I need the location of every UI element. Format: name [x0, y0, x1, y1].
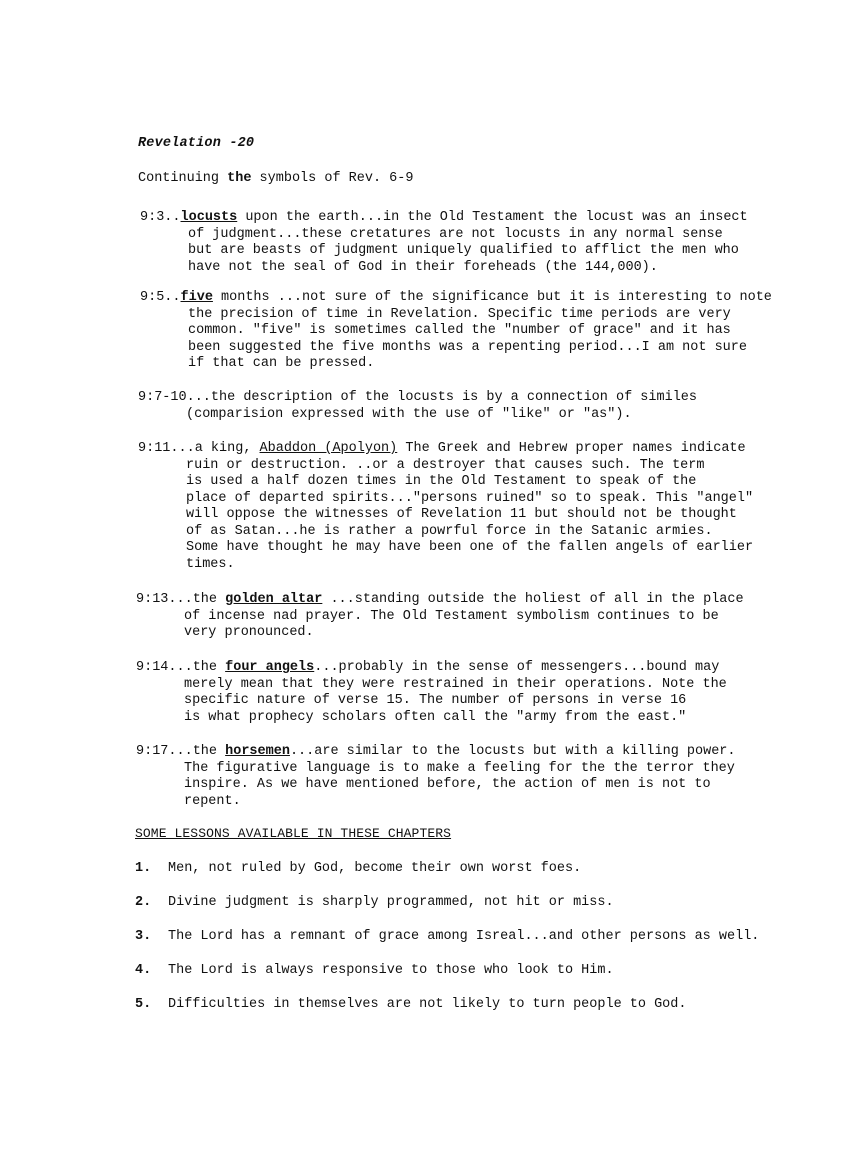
entry-ref: 9:13...the — [136, 592, 226, 607]
lesson-text: Divine judgment is sharply programmed, not hit or miss. — [168, 895, 614, 910]
entry-key-term: horsemen — [225, 744, 290, 759]
entry-first-line — [140, 290, 772, 307]
entry-line: merely mean that they were restrained in their operations. Note the — [184, 676, 727, 692]
entry-text: ...probably in the sense of messengers...bound may — [314, 660, 720, 675]
intro-bold: the — [227, 171, 252, 186]
entry-first-line — [138, 390, 697, 407]
entry-text: ...standing outside the holiest of all in the place — [322, 592, 744, 607]
entry-line: Some have thought he may have been one of the fallen angels of earlier — [186, 540, 754, 555]
entry-text: ...are similar to the locusts but with a killing power. — [289, 744, 736, 759]
entry-first-line — [136, 592, 744, 609]
entry-key-term: four angels — [225, 660, 315, 675]
entry-line: common. "five" is sometimes called the "number of grace" and it has — [188, 323, 731, 338]
entry-ref: 9:5.. — [140, 290, 181, 305]
entry-line: very pronounced. — [184, 625, 314, 640]
entry-text: the description of the locusts is by a connection of similes — [210, 390, 698, 405]
entry-9-13 — [136, 592, 744, 642]
entry-text: months ...not sure of the significance but it is interesting to note — [212, 290, 772, 305]
entry-9-7-10 — [138, 390, 697, 423]
lesson-number: 3. — [135, 929, 152, 944]
entry-line: have not the seal of God in their foreheads (the 144,000). — [188, 259, 658, 275]
entry-line: of incense nad prayer. The Old Testament symbolism continues to be — [184, 608, 719, 624]
lesson-item — [135, 929, 759, 944]
entry-9-14 — [136, 660, 727, 726]
entry-ref: 9:14...the — [136, 660, 226, 675]
lesson-item — [135, 997, 686, 1012]
entry-first-line — [136, 744, 736, 761]
intro-pre: Continuing — [138, 171, 228, 186]
intro-line — [138, 171, 413, 186]
entry-ref: 9:11...a king, — [138, 441, 260, 456]
entry-ref: 9:3.. — [140, 210, 181, 225]
entry-text: The Greek and Hebrew proper names indicate — [397, 441, 746, 456]
entry-line: but are beasts of judgment uniquely qualified to afflict the men who — [188, 243, 739, 258]
entry-line: (comparision expressed with the use of "like" or "as"). — [186, 406, 632, 422]
entry-line: repent. — [184, 793, 241, 809]
entry-9-17 — [136, 744, 736, 810]
lesson-number: 2. — [135, 895, 152, 910]
lesson-item — [135, 895, 614, 910]
page-title: Revelation -20 — [138, 136, 255, 151]
lesson-text: The Lord is always responsive to those who look to Him. — [168, 963, 614, 978]
entry-line: of as Satan...he is rather a powrful force in the Satanic armies. — [186, 523, 713, 539]
lesson-number: 1. — [135, 861, 152, 876]
lesson-text: Difficulties in themselves are not likely to turn people to God. — [168, 997, 687, 1012]
entry-ref: 9:7-10... — [138, 390, 211, 405]
entry-line: specific nature of verse 15. The number of persons in verse 16 — [184, 693, 687, 708]
lessons-heading: SOME LESSONS AVAILABLE IN THESE CHAPTERS — [135, 826, 452, 841]
entry-line: of judgment...these cretatures are not locusts in any normal sense — [188, 226, 723, 242]
entry-line: The figurative language is to make a feeling for the the terror they — [184, 760, 735, 776]
entry-line: inspire. As we have mentioned before, the action of men is not to — [184, 777, 711, 792]
lesson-text: Men, not ruled by God, become their own worst foes. — [168, 861, 582, 876]
lesson-item — [135, 963, 614, 978]
entry-line: ruin or destruction. ..or a destroyer that causes such. The term — [186, 457, 705, 473]
lesson-number: 5. — [135, 997, 152, 1012]
lesson-text: The Lord has a remnant of grace among Isreal...and other persons as well. — [168, 929, 760, 944]
entry-line: is used a half dozen times in the Old Testament to speak of the — [186, 474, 697, 489]
entry-line: will oppose the witnesses of Revelation 11 but should not be thought — [186, 507, 737, 522]
entry-line: if that can be pressed. — [188, 356, 375, 371]
entry-first-line — [136, 660, 727, 677]
entry-line: times. — [186, 556, 235, 572]
entry-key-term: Abaddon (Apolyon) — [259, 441, 398, 456]
entry-line: been suggested the five months was a repenting period...I am not sure — [188, 339, 747, 355]
entry-line: is what prophecy scholars often call the "army from the east." — [184, 709, 687, 725]
entry-first-line — [140, 210, 748, 227]
entry-line: the precision of time in Revelation. Specific time periods are very — [188, 306, 731, 322]
entry-key-term: locusts — [180, 210, 238, 225]
intro-post: symbols of Rev. 6-9 — [251, 171, 414, 186]
entry-line: place of departed spirits..."persons ruined" so to speak. This "angel" — [186, 490, 754, 506]
entry-key-term: five — [180, 290, 213, 305]
entry-text: upon the earth...in the Old Testament the locust was an insect — [237, 210, 748, 225]
lesson-item — [135, 861, 581, 876]
entry-key-term: golden altar — [225, 592, 323, 607]
lesson-number: 4. — [135, 963, 152, 978]
entry-9-3 — [140, 210, 748, 276]
entry-9-11 — [138, 441, 753, 573]
entry-ref: 9:17...the — [136, 744, 226, 759]
entry-9-5 — [140, 290, 772, 373]
entry-first-line — [138, 441, 753, 458]
